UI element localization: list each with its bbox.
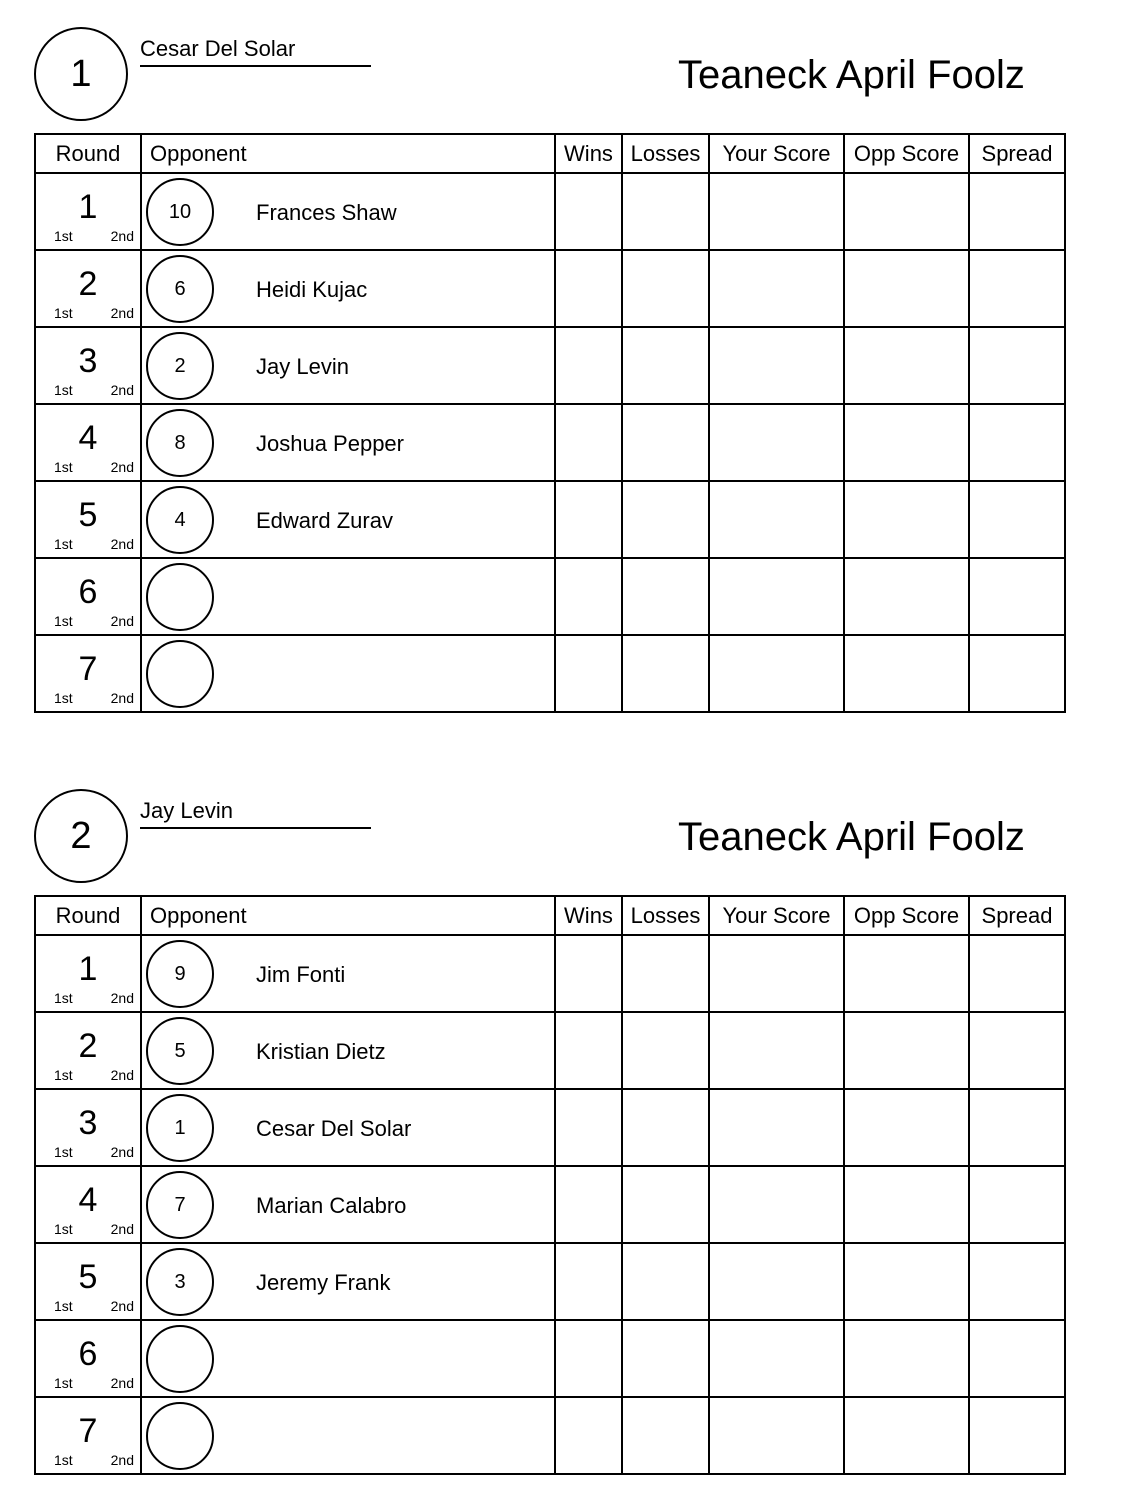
your-score-cell[interactable] (709, 327, 844, 404)
spread-cell[interactable] (969, 635, 1065, 712)
opponent-number-circle: 7 (146, 1171, 214, 1239)
opponent-number-circle (146, 563, 214, 631)
second-label: 2nd (110, 690, 134, 706)
opp-score-cell[interactable] (844, 1089, 969, 1166)
player-name: Cesar Del Solar (140, 36, 296, 61)
header-opponent: Opponent (141, 134, 555, 173)
header-opp-score: Opp Score (844, 134, 969, 173)
losses-cell[interactable] (622, 1397, 709, 1474)
opponent-number-circle (146, 1402, 214, 1470)
your-score-cell[interactable] (709, 935, 844, 1012)
round-cell (35, 1243, 141, 1320)
first-label: 1st (54, 382, 73, 398)
round-cell (35, 1012, 141, 1089)
your-score-cell[interactable] (709, 558, 844, 635)
table-row (35, 327, 1065, 404)
spread-cell[interactable] (969, 1089, 1065, 1166)
spread-cell[interactable] (969, 1243, 1065, 1320)
opp-score-cell[interactable] (844, 635, 969, 712)
wins-cell[interactable] (555, 404, 622, 481)
first-label: 1st (54, 690, 73, 706)
spread-cell[interactable] (969, 1166, 1065, 1243)
wins-cell[interactable] (555, 327, 622, 404)
opponent-number-circle: 4 (146, 486, 214, 554)
opponent-cell[interactable] (141, 250, 555, 327)
losses-cell[interactable] (622, 327, 709, 404)
spread-cell[interactable] (969, 404, 1065, 481)
your-score-cell[interactable] (709, 1166, 844, 1243)
round-cell (35, 250, 141, 327)
spread-cell[interactable] (969, 1320, 1065, 1397)
wins-cell[interactable] (555, 481, 622, 558)
table-row (35, 1397, 1065, 1474)
opponent-name: Edward Zurav (256, 508, 393, 533)
table-row (35, 1089, 1065, 1166)
scoresheet (0, 0, 1148, 720)
header-round: Round (35, 134, 141, 173)
table-row (35, 173, 1065, 250)
first-label: 1st (54, 1067, 73, 1083)
second-label: 2nd (110, 1375, 134, 1391)
header-your-score: Your Score (709, 896, 844, 935)
opponent-number-circle: 10 (146, 178, 214, 246)
losses-cell[interactable] (622, 1012, 709, 1089)
second-label: 2nd (110, 459, 134, 475)
tournament-title: Teaneck April Foolz (678, 815, 1025, 859)
first-label: 1st (54, 1298, 73, 1314)
opponent-name: Kristian Dietz (256, 1039, 386, 1064)
round-cell (35, 481, 141, 558)
second-label: 2nd (110, 228, 134, 244)
losses-cell[interactable] (622, 1166, 709, 1243)
table-row (35, 558, 1065, 635)
opp-score-cell[interactable] (844, 935, 969, 1012)
opp-score-cell[interactable] (844, 558, 969, 635)
opponent-number-circle: 5 (146, 1017, 214, 1085)
losses-cell[interactable] (622, 558, 709, 635)
round-cell (35, 327, 141, 404)
your-score-cell[interactable] (709, 250, 844, 327)
second-label: 2nd (110, 536, 134, 552)
score-table (34, 133, 1066, 713)
header-losses: Losses (622, 134, 709, 173)
losses-cell[interactable] (622, 935, 709, 1012)
table-row (35, 1166, 1065, 1243)
first-label: 1st (54, 1144, 73, 1160)
losses-cell[interactable] (622, 1243, 709, 1320)
opp-score-cell[interactable] (844, 1166, 969, 1243)
spread-cell[interactable] (969, 481, 1065, 558)
opponent-cell[interactable] (141, 1397, 555, 1474)
first-label: 1st (54, 228, 73, 244)
round-cell (35, 1320, 141, 1397)
your-score-cell[interactable] (709, 404, 844, 481)
header-your-score: Your Score (709, 134, 844, 173)
header-opponent: Opponent (141, 896, 555, 935)
opponent-number-circle: 3 (146, 1248, 214, 1316)
your-score-cell[interactable] (709, 1243, 844, 1320)
wins-cell[interactable] (555, 1089, 622, 1166)
opp-score-cell[interactable] (844, 1243, 969, 1320)
round-number: 1 (78, 188, 98, 226)
opp-score-cell[interactable] (844, 250, 969, 327)
first-label: 1st (54, 459, 73, 475)
losses-cell[interactable] (622, 250, 709, 327)
round-number: 5 (78, 496, 98, 534)
round-number: 4 (78, 419, 98, 457)
round-cell (35, 1397, 141, 1474)
round-cell (35, 1089, 141, 1166)
name-underline (140, 65, 371, 67)
second-label: 2nd (110, 1144, 134, 1160)
table-row (35, 1243, 1065, 1320)
opponent-cell[interactable] (141, 935, 555, 1012)
losses-cell[interactable] (622, 481, 709, 558)
wins-cell[interactable] (555, 1166, 622, 1243)
header-spread: Spread (969, 134, 1065, 173)
opponent-name: Jay Levin (256, 354, 349, 379)
losses-cell[interactable] (622, 173, 709, 250)
opponent-cell[interactable] (141, 404, 555, 481)
spread-cell[interactable] (969, 173, 1065, 250)
header-spread: Spread (969, 896, 1065, 935)
first-label: 1st (54, 613, 73, 629)
wins-cell[interactable] (555, 935, 622, 1012)
second-label: 2nd (110, 1452, 134, 1468)
table-row (35, 404, 1065, 481)
opponent-number-circle: 6 (146, 255, 214, 323)
wins-cell[interactable] (555, 173, 622, 250)
your-score-cell[interactable] (709, 481, 844, 558)
opponent-number-circle: 2 (146, 332, 214, 400)
opponent-number-circle: 1 (146, 1094, 214, 1162)
opponent-cell[interactable] (141, 173, 555, 250)
opp-score-cell[interactable] (844, 1320, 969, 1397)
header-round: Round (35, 896, 141, 935)
opp-score-cell[interactable] (844, 173, 969, 250)
opponent-number-circle (146, 640, 214, 708)
table-row (35, 481, 1065, 558)
round-number: 6 (78, 573, 98, 611)
spread-cell[interactable] (969, 1012, 1065, 1089)
losses-cell[interactable] (622, 1089, 709, 1166)
losses-cell[interactable] (622, 1320, 709, 1397)
opponent-cell[interactable] (141, 481, 555, 558)
round-number: 2 (78, 1027, 98, 1065)
opponent-cell[interactable] (141, 635, 555, 712)
header-losses: Losses (622, 896, 709, 935)
header-opp-score: Opp Score (844, 896, 969, 935)
round-number: 7 (78, 650, 98, 688)
opp-score-cell[interactable] (844, 1397, 969, 1474)
your-score-cell[interactable] (709, 1089, 844, 1166)
player-number-circle: 1 (34, 27, 128, 121)
second-label: 2nd (110, 990, 134, 1006)
opponent-name: Joshua Pepper (256, 431, 404, 456)
opponent-name: Jeremy Frank (256, 1270, 391, 1295)
your-score-cell[interactable] (709, 1012, 844, 1089)
round-number: 3 (78, 1104, 98, 1142)
tournament-title: Teaneck April Foolz (678, 53, 1025, 97)
table-row (35, 935, 1065, 1012)
spread-cell[interactable] (969, 327, 1065, 404)
round-number: 1 (78, 950, 98, 988)
second-label: 2nd (110, 382, 134, 398)
first-label: 1st (54, 1375, 73, 1391)
opp-score-cell[interactable] (844, 404, 969, 481)
opp-score-cell[interactable] (844, 481, 969, 558)
wins-cell[interactable] (555, 1243, 622, 1320)
round-number: 7 (78, 1412, 98, 1450)
round-cell (35, 558, 141, 635)
opponent-name: Heidi Kujac (256, 277, 368, 302)
round-cell (35, 1166, 141, 1243)
opponent-cell[interactable] (141, 1089, 555, 1166)
opponent-name: Jim Fonti (256, 962, 346, 987)
header-row (35, 896, 1065, 935)
opponent-number-circle: 9 (146, 940, 214, 1008)
opponent-cell[interactable] (141, 1320, 555, 1397)
first-label: 1st (54, 1452, 73, 1468)
your-score-cell[interactable] (709, 635, 844, 712)
round-number: 2 (78, 265, 98, 303)
first-label: 1st (54, 990, 73, 1006)
spread-cell[interactable] (969, 935, 1065, 1012)
round-cell (35, 635, 141, 712)
opponent-cell[interactable] (141, 1243, 555, 1320)
second-label: 2nd (110, 613, 134, 629)
spread-cell[interactable] (969, 558, 1065, 635)
player-name: Jay Levin (140, 798, 233, 823)
opp-score-cell[interactable] (844, 1012, 969, 1089)
opponent-number-circle (146, 1325, 214, 1393)
opponent-cell[interactable] (141, 1166, 555, 1243)
name-underline (140, 827, 371, 829)
header-row (35, 134, 1065, 173)
opponent-cell[interactable] (141, 1012, 555, 1089)
round-cell (35, 935, 141, 1012)
opp-score-cell[interactable] (844, 327, 969, 404)
round-cell (35, 404, 141, 481)
second-label: 2nd (110, 1221, 134, 1237)
opponent-cell[interactable] (141, 327, 555, 404)
header-wins: Wins (555, 134, 622, 173)
wins-cell[interactable] (555, 558, 622, 635)
opponent-name: Marian Calabro (256, 1193, 407, 1218)
your-score-cell[interactable] (709, 1397, 844, 1474)
second-label: 2nd (110, 1067, 134, 1083)
wins-cell[interactable] (555, 635, 622, 712)
your-score-cell[interactable] (709, 1320, 844, 1397)
second-label: 2nd (110, 305, 134, 321)
round-cell (35, 173, 141, 250)
round-number: 4 (78, 1181, 98, 1219)
table-row (35, 1012, 1065, 1089)
wins-cell[interactable] (555, 250, 622, 327)
player-number-circle: 2 (34, 789, 128, 883)
wins-cell[interactable] (555, 1320, 622, 1397)
wins-cell[interactable] (555, 1397, 622, 1474)
first-label: 1st (54, 305, 73, 321)
header-wins: Wins (555, 896, 622, 935)
losses-cell[interactable] (622, 635, 709, 712)
spread-cell[interactable] (969, 250, 1065, 327)
score-table (34, 895, 1066, 1475)
table-row (35, 635, 1065, 712)
opponent-name: Cesar Del Solar (256, 1116, 412, 1141)
round-number: 5 (78, 1258, 98, 1296)
round-number: 6 (78, 1335, 98, 1373)
your-score-cell[interactable] (709, 173, 844, 250)
spread-cell[interactable] (969, 1397, 1065, 1474)
opponent-number-circle: 8 (146, 409, 214, 477)
losses-cell[interactable] (622, 404, 709, 481)
first-label: 1st (54, 536, 73, 552)
second-label: 2nd (110, 1298, 134, 1314)
table-row (35, 1320, 1065, 1397)
opponent-name: Frances Shaw (256, 200, 397, 225)
round-number: 3 (78, 342, 98, 380)
first-label: 1st (54, 1221, 73, 1237)
table-row (35, 250, 1065, 327)
opponent-cell[interactable] (141, 558, 555, 635)
wins-cell[interactable] (555, 1012, 622, 1089)
scoresheet (0, 762, 1148, 1482)
